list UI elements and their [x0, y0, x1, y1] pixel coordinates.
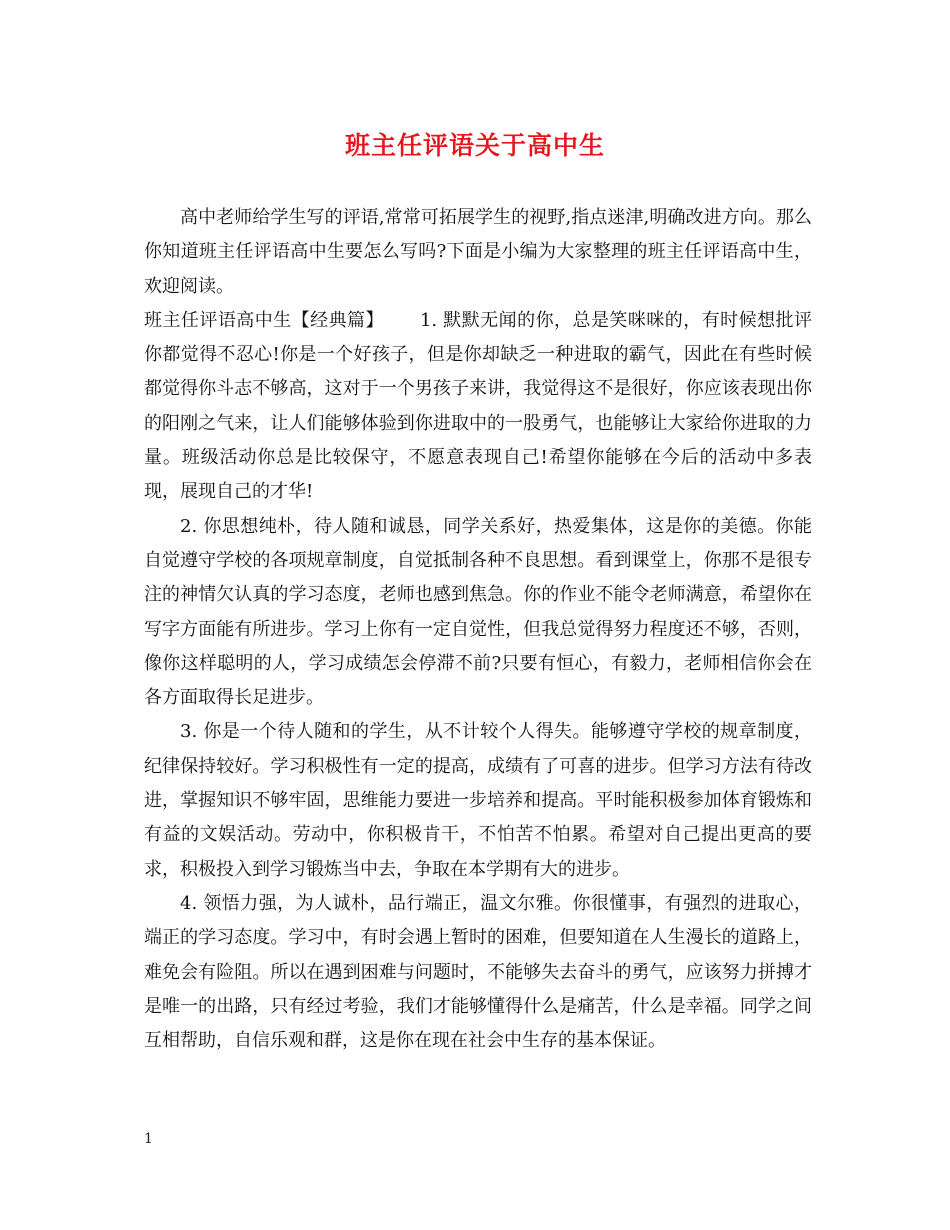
comment-1: 1. 默默无闻的你，总是笑咪咪的，有时候想批评你都觉得不忍心!你是一个好孩子，但是你却缺乏一种进取的霸气，因此在有些时候都觉得你斗志不够高，这对于一个男孩子来讲，我觉得这不是很好，你应该表现出你的阳刚之气来，让人们能够体验到你进取中的一股勇气，也能够让大家给你进取的力量。班级活动你总是比较保守，不愿意表现自己!希望你能够在今后的活动中多表现，展现自己的才华!: [144, 309, 812, 503]
section-paragraph-1: [144, 304, 812, 510]
comment-3: 3. 你是一个待人随和的学生，从不计较个人得失。能够遵守学校的规章制度，纪律保持较好。学习积极性有一定的提高，成绩有了可喜的进步。但学习方法有待改进，掌握知识不够牢固，思维能力要进一步培养和提高。平时能积极参加体育锻炼和有益的文娱活动。劳动中，你积极肯干，不怕苦不怕累。希望对自己提出更高的要求，积极投入到学习锻炼当中去，争取在本学期有大的进步。: [144, 721, 812, 880]
intro-paragraph: 高中老师给学生写的评语,常常可拓展学生的视野,指点迷津,明确改进方向。那么你知道班主任评语高中生要怎么写吗?下面是小编为大家整理的班主任评语高中生，欢迎阅读。: [144, 207, 812, 297]
document-body: [144, 201, 812, 1058]
section-heading: 班主任评语高中生【经典篇】: [144, 309, 384, 331]
page-number: 1: [144, 1131, 153, 1147]
comment-4: 4. 领悟力强，为人诚朴，品行端正，温文尔雅。你很懂事，有强烈的进取心，端正的学习态度。学习中，有时会遇上暂时的困难，但要知道在人生漫长的道路上，难免会有险阻。所以在遇到困难与问题时，不能够失去奋斗的勇气，应该努力拼搏才是唯一的出路，只有经过考验，我们才能够懂得什么是痛苦，什么是幸福。同学之间互相帮助，自信乐观和群，这是你在现在社会中生存的基本保证。: [144, 892, 812, 1052]
document-title: 班主任评语关于高中生: [344, 131, 605, 160]
comment-2: 2. 你思想纯朴，待人随和诚恳，同学关系好，热爱集体，这是你的美德。你能自觉遵守学校的各项规章制度，自觉抵制各种不良思想。看到课堂上，你那不是很专注的神情欠认真的学习态度，老师也感到焦急。你的作业不能令老师满意，希望你在写字方面能有所进步。学习上你有一定自觉性，但我总觉得努力程度还不够，否则，像你这样聪明的人，学习成绩怎会停滞不前?只要有恒心，有毅力，老师相信你会在各方面取得长足进步。: [144, 515, 812, 709]
